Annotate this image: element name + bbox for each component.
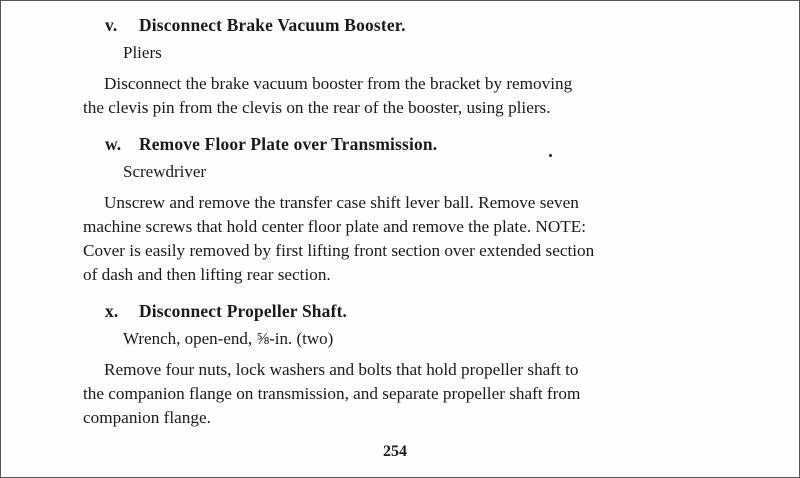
section-v-heading xyxy=(105,14,406,36)
section-w-heading xyxy=(105,133,437,155)
section-v-tool: Pliers xyxy=(123,43,162,62)
section-letter: x. xyxy=(105,301,119,321)
section-title: Remove Floor Plate over Transmission. xyxy=(139,134,438,154)
page-number: 254 xyxy=(383,443,407,460)
section-v-body-line: Disconnect the brake vacuum booster from the bracket by removing xyxy=(104,74,573,93)
section-letter: v. xyxy=(105,15,118,35)
section-w-body-line: of dash and then lifting rear section. xyxy=(83,265,331,284)
section-w-body-line: Unscrew and remove the transfer case shift lever ball. Remove seven xyxy=(104,193,579,212)
section-x-tool: Wrench, open-end, ⅝-in. (two) xyxy=(123,329,334,348)
section-x-body-line: Remove four nuts, lock washers and bolts that hold propeller shaft to xyxy=(104,360,579,379)
section-x-heading xyxy=(105,300,347,322)
section-title: Disconnect Brake Vacuum Booster. xyxy=(139,15,406,35)
section-w-body-line: Cover is easily removed by first lifting front section over extended section xyxy=(83,241,595,260)
section-w-body-line: machine screws that hold center floor plate and remove the plate. NOTE: xyxy=(83,217,587,236)
section-w-tool: Screwdriver xyxy=(123,162,207,181)
section-title: Disconnect Propeller Shaft. xyxy=(139,301,348,321)
section-x-body-line: companion flange. xyxy=(83,408,211,427)
section-letter: w. xyxy=(105,134,122,154)
section-v-body-line: the clevis pin from the clevis on the rear of the booster, using pliers. xyxy=(83,98,551,117)
scan-speck xyxy=(549,154,552,157)
section-x-body-line: the companion flange on transmission, and separate propeller shaft from xyxy=(83,384,581,403)
